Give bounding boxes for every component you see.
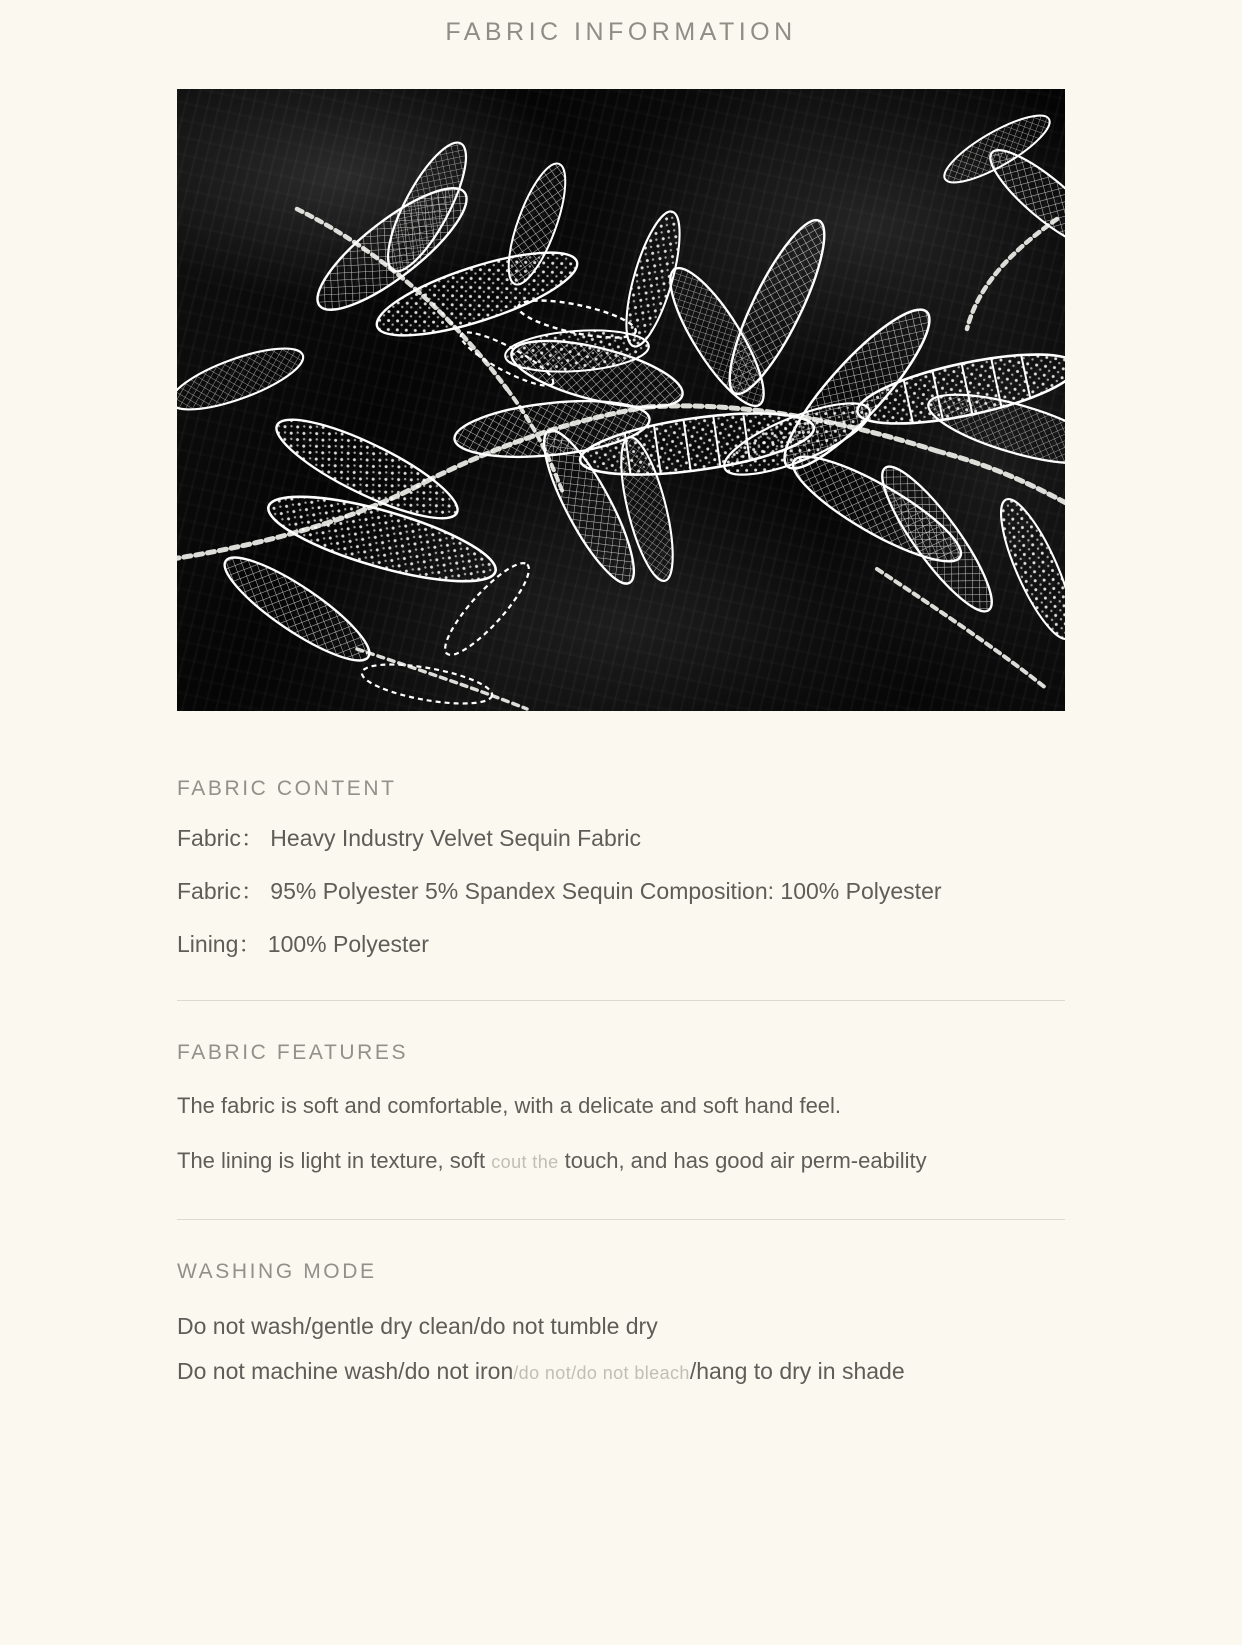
fabric-swatch-image (177, 89, 1065, 711)
fabric-information-page (0, 18, 1242, 1645)
washing-mode-line-1: Do not wash/gentle dry clean/do not tumble dry (177, 1313, 658, 1340)
embroidery-illustration (177, 89, 1065, 711)
features-line-2-part-b: touch, and has good air perm-eability (558, 1148, 927, 1174)
washing-line-2-overlay-text: /do not/do not bleach (513, 1363, 690, 1384)
section-washing-mode (177, 1220, 1065, 1389)
fabric-image-container (177, 89, 1065, 711)
fabric-details (177, 711, 1065, 1389)
section-fabric-features (177, 1001, 1065, 1220)
fabric-features-line-2 (177, 1146, 1065, 1175)
fabric-content-line-2: Fabric： 95% Polyester 5% Spandex Sequin Composition: 100% Polyester (177, 878, 942, 904)
section-fabric-content (177, 777, 1065, 1001)
fabric-content-heading: FABRIC CONTENT (177, 777, 397, 800)
washing-line-2-part-b: /hang to dry in shade (689, 1358, 905, 1385)
washing-mode-line-2 (177, 1355, 1065, 1388)
fabric-features-line-1: The fabric is soft and comfortable, with a delicate and soft hand feel. (177, 1093, 842, 1118)
features-line-2-part-a: The lining is light in texture, soft (177, 1148, 492, 1174)
fabric-content-line-1: Fabric： Heavy Industry Velvet Sequin Fabric (177, 825, 642, 851)
fabric-features-heading: FABRIC FEATURES (177, 1041, 409, 1064)
washing-line-2-part-a: Do not machine wash/do not iron (177, 1358, 514, 1385)
features-line-2-overlay-text: cout the (491, 1152, 559, 1173)
washing-mode-heading: WASHING MODE (177, 1260, 377, 1284)
fabric-content-line-3: Lining： 100% Polyester (177, 931, 429, 957)
page-title: FABRIC INFORMATION (445, 18, 797, 46)
